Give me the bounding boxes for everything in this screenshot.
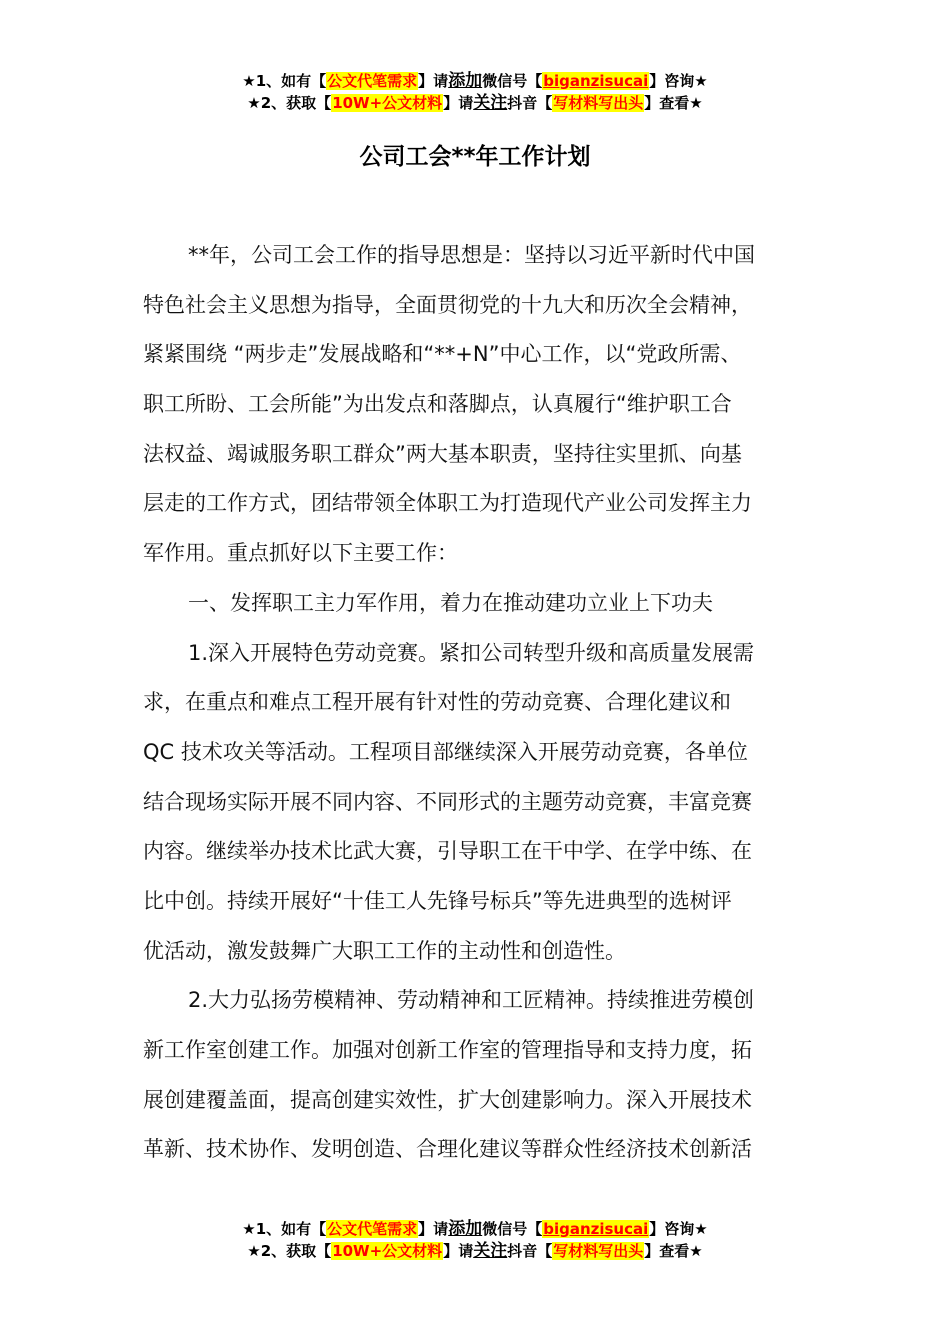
banner-text: 抖音【 bbox=[507, 1242, 553, 1260]
paragraph-line: 1.深入开展特色劳动竞赛。紧扣公司转型升级和高质量发展需 bbox=[188, 640, 755, 665]
paragraph-line: 法权益、竭诚服务职工群众”两大基本职责，坚持往实里抓、向基 bbox=[143, 441, 742, 466]
banner-text: 微信号【 bbox=[482, 72, 543, 90]
banner-text: 】请 bbox=[418, 72, 449, 90]
wechat-id-link[interactable]: biganzisucai bbox=[543, 1220, 649, 1238]
document-body bbox=[143, 231, 833, 1175]
banner-add-emphasis: 添加 bbox=[448, 1219, 483, 1239]
banner-add-emphasis: 添加 bbox=[448, 71, 483, 91]
banner-follow-emphasis: 关注 bbox=[473, 93, 508, 113]
banner-line-1 bbox=[0, 1218, 950, 1240]
paragraph-line: 优活动，激发鼓舞广大职工工作的主动性和创造性。 bbox=[143, 938, 626, 963]
paragraph-line: 2.大力弘扬劳模精神、劳动精神和工匠精神。持续推进劳模创 bbox=[188, 988, 755, 1013]
banner-line-1 bbox=[0, 70, 950, 92]
paragraph-line: 紧紧围绕 “两步走”发展战略和“**+N”中心工作，以“党政所需、 bbox=[143, 342, 742, 367]
document-title: 公司工会**年工作计划 bbox=[359, 144, 591, 170]
banner-text: 微信号【 bbox=[482, 1220, 543, 1238]
paragraph-line: 新工作室创建工作。加强对创新工作室的管理指导和支持力度，拓 bbox=[143, 1038, 752, 1062]
paragraph-line: QC 技术攻关等活动。工程项目部继续深入开展劳动竞赛，各单位 bbox=[143, 739, 748, 764]
header-banner bbox=[0, 70, 950, 114]
footer-banner bbox=[0, 1218, 950, 1262]
highlight-ghostwriting: 公文代笔需求 bbox=[327, 1220, 418, 1238]
section-heading: 一、发挥职工主力军作用，着力在推动建功立业上下功夫 bbox=[188, 590, 713, 615]
paragraph-line: 求，在重点和难点工程开展有针对性的劳动竞赛、合理化建议和 bbox=[143, 690, 731, 715]
douyin-account: 写材料写出头 bbox=[553, 1242, 644, 1260]
douyin-account: 写材料写出头 bbox=[553, 94, 644, 112]
paragraph-line: 结合现场实际开展不同内容、不同形式的主题劳动竞赛，丰富竞赛 bbox=[143, 789, 752, 814]
banner-line-2 bbox=[0, 92, 950, 114]
wechat-id-link[interactable]: biganzisucai bbox=[543, 72, 649, 90]
paragraph-line: 层走的工作方式，团结带领全体职工为打造现代产业公司发挥主力 bbox=[143, 491, 752, 516]
highlight-ghostwriting: 公文代笔需求 bbox=[327, 72, 418, 90]
banner-text: ★2、获取【 bbox=[247, 1242, 332, 1260]
banner-line-2 bbox=[0, 1240, 950, 1262]
banner-text: ★1、如有【 bbox=[242, 1220, 327, 1238]
paragraph-line: 比中创。持续开展好“十佳工人先锋号标兵”等先进典型的选树评 bbox=[143, 888, 732, 913]
banner-text: ★2、获取【 bbox=[247, 94, 332, 112]
paragraph-line: 展创建覆盖面，提高创建实效性，扩大创建影响力。深入开展技术 bbox=[143, 1087, 752, 1112]
paragraph-line: 革新、技术协作、发明创造、合理化建议等群众性经济技术创新活 bbox=[143, 1137, 752, 1162]
banner-text: 】咨询★ bbox=[649, 72, 708, 90]
banner-text: 抖音【 bbox=[507, 94, 553, 112]
paragraph-line: 特色社会主义思想为指导，全面贯彻党的十九大和历次全会精神， bbox=[143, 292, 752, 317]
banner-text: 】请 bbox=[443, 94, 474, 112]
paragraph-line: 职工所盼、工会所能”为出发点和落脚点，认真履行“维护职工合 bbox=[143, 392, 732, 417]
banner-text: ★1、如有【 bbox=[242, 72, 327, 90]
banner-follow-emphasis: 关注 bbox=[473, 1241, 508, 1261]
highlight-materials: 10W+公文材料 bbox=[332, 94, 443, 112]
paragraph-line: 军作用。重点抓好以下主要工作： bbox=[143, 541, 458, 566]
paragraph-line: **年，公司工会工作的指导思想是：坚持以习近平新时代中国 bbox=[188, 243, 755, 267]
banner-text: 】咨询★ bbox=[649, 1220, 708, 1238]
paragraph-line: 内容。继续举办技术比武大赛，引导职工在干中学、在学中练、在 bbox=[143, 839, 752, 864]
highlight-materials: 10W+公文材料 bbox=[332, 1242, 443, 1260]
banner-text: 】查看★ bbox=[644, 94, 703, 112]
banner-text: 】查看★ bbox=[644, 1242, 703, 1260]
banner-text: 】请 bbox=[443, 1242, 474, 1260]
banner-text: 】请 bbox=[418, 1220, 449, 1238]
